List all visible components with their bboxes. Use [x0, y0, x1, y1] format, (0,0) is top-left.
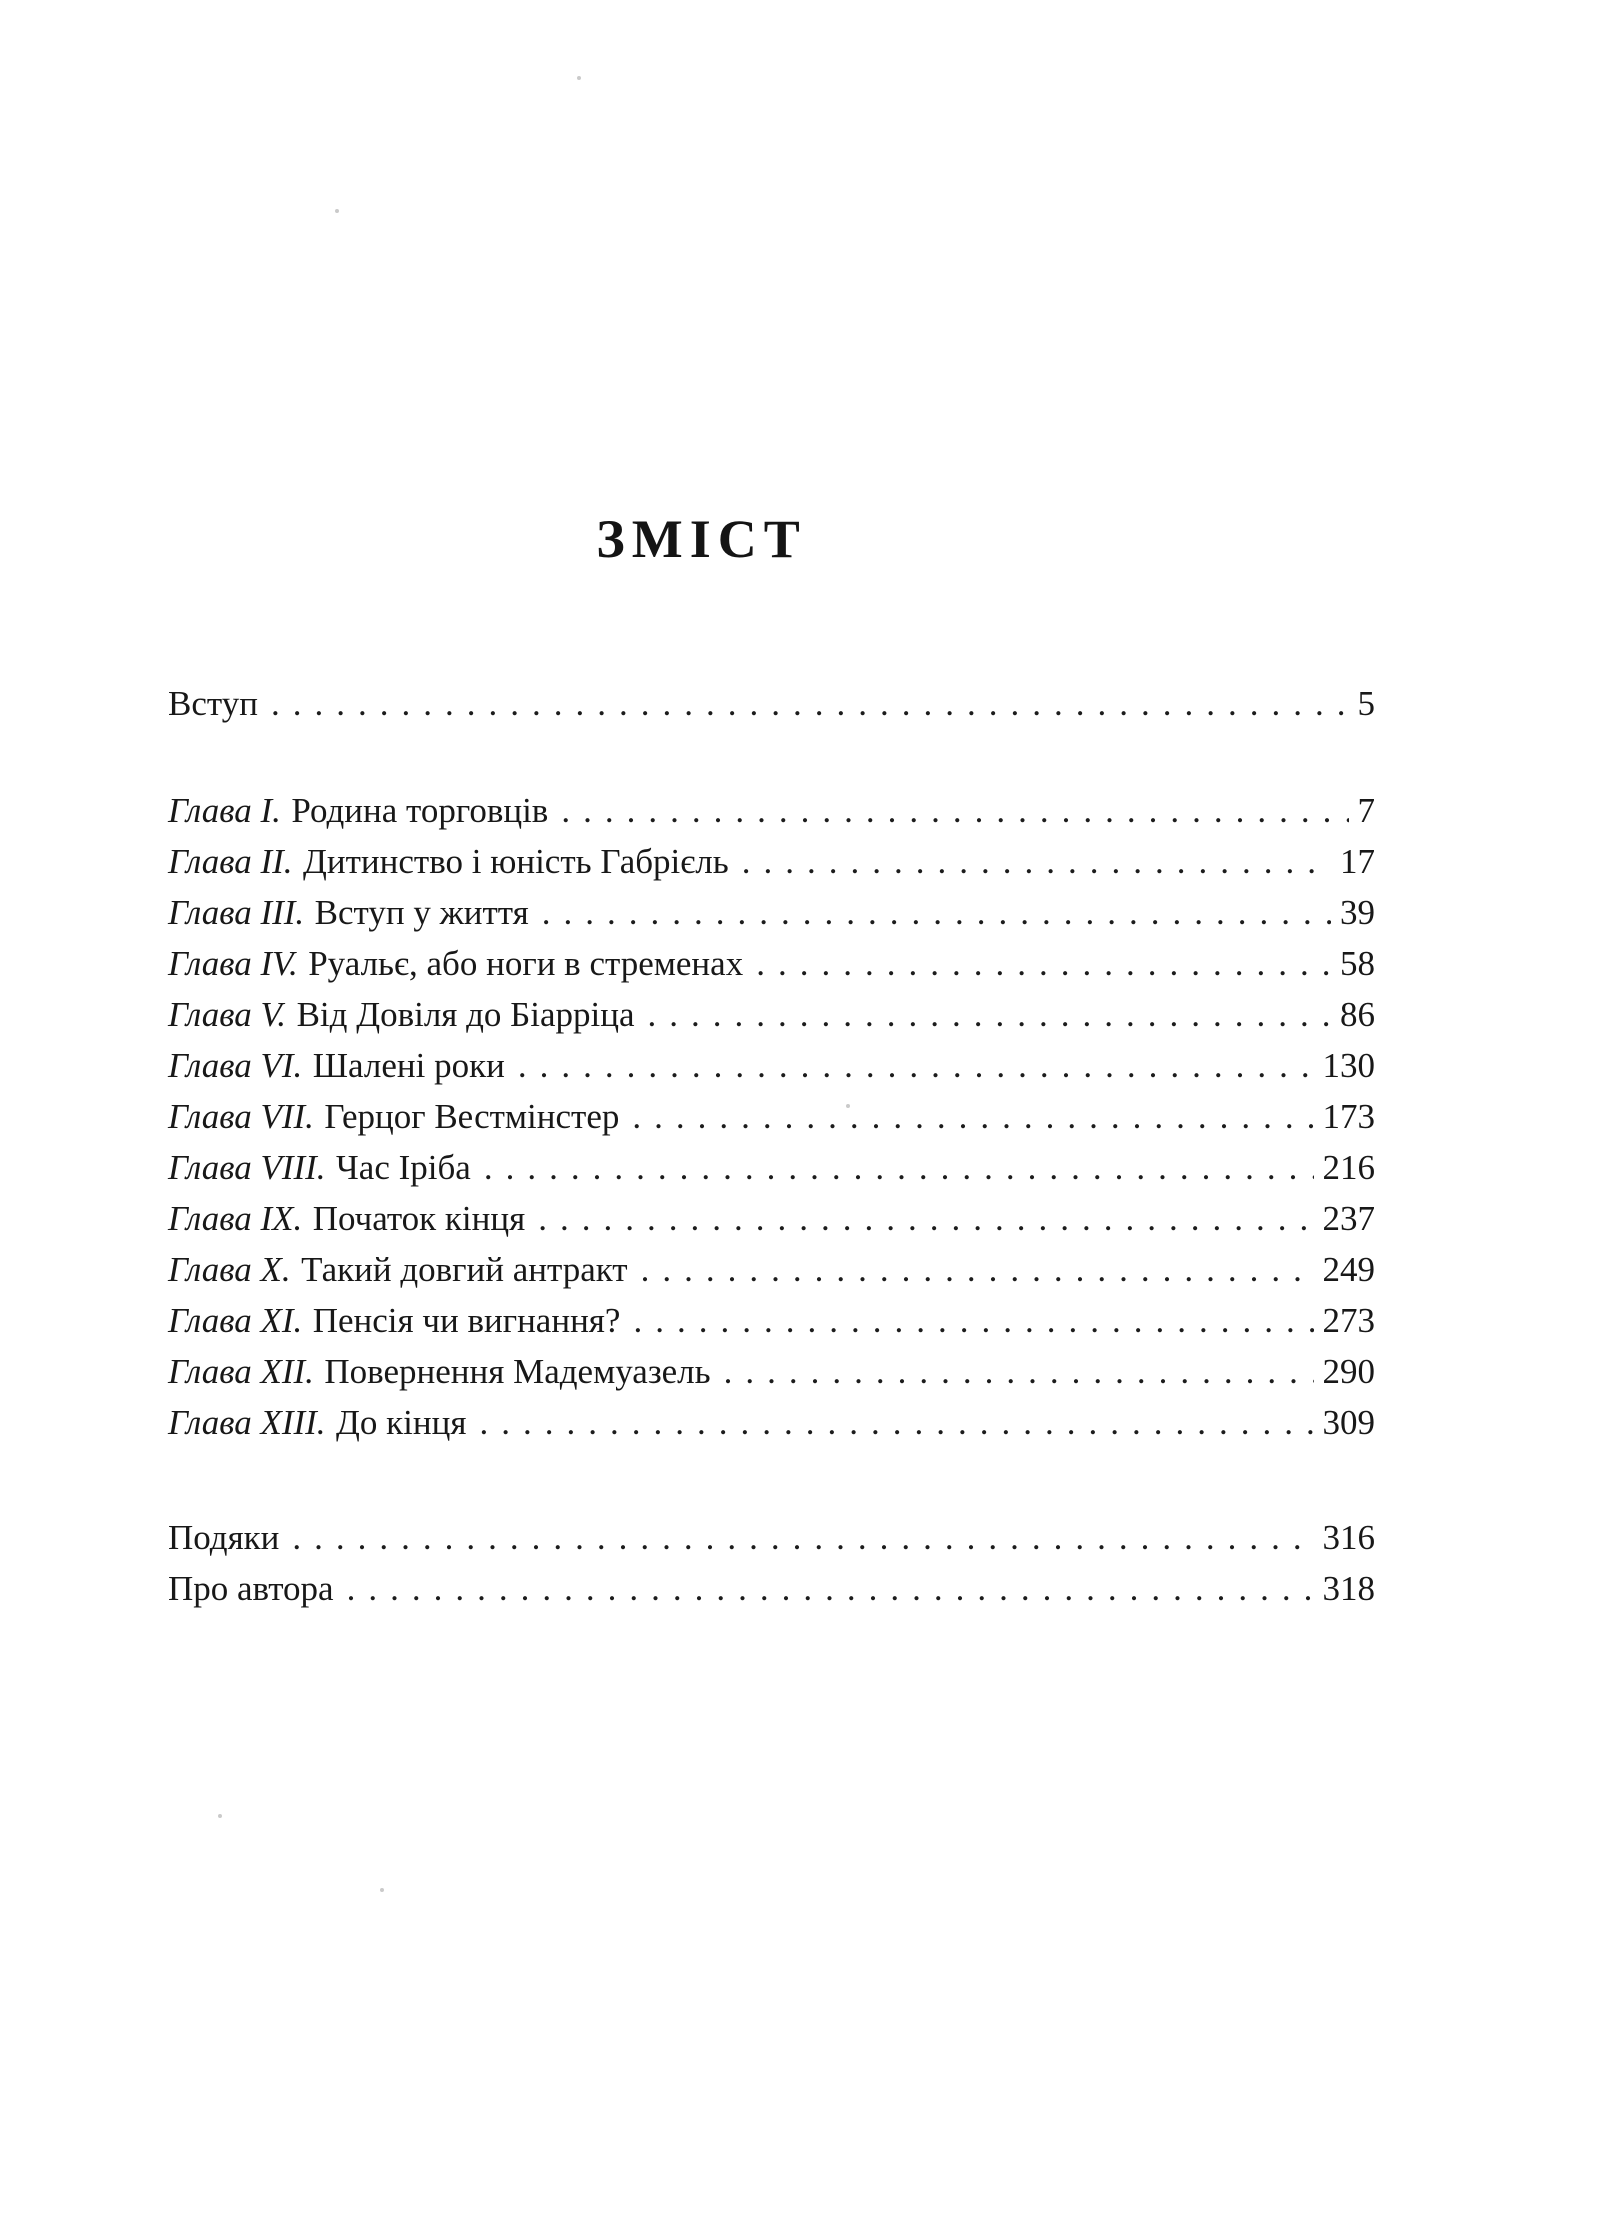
entry-page-number: 17 — [1340, 842, 1375, 881]
entry-page-number: 216 — [1322, 1148, 1375, 1187]
toc-entry-chapter-2 — [168, 836, 1375, 887]
chapter-label: Глава XIII. — [168, 1403, 326, 1442]
entry-title: Родина торговців — [291, 791, 549, 830]
toc-entry-chapter-6 — [168, 1040, 1375, 1091]
entry-title: Дитинство і юність Габрієль — [303, 842, 729, 881]
entry-page-number: 39 — [1340, 893, 1375, 932]
dot-leader — [632, 1091, 1313, 1142]
dot-leader — [561, 785, 1348, 836]
entry-page-number: 5 — [1357, 684, 1375, 723]
entry-page-number: 290 — [1322, 1352, 1375, 1391]
dot-leader — [648, 989, 1331, 1040]
toc-entry-chapter-13 — [168, 1397, 1375, 1448]
toc-entry-chapter-8 — [168, 1142, 1375, 1193]
entry-page-number: 173 — [1322, 1097, 1375, 1136]
chapter-label: Глава IX. — [168, 1199, 303, 1238]
entry-title: Герцог Вестмінстер — [324, 1097, 620, 1136]
chapter-label: Глава I. — [168, 791, 281, 830]
toc-entry-chapter-1 — [168, 785, 1375, 836]
page-title: ЗМІСТ — [596, 509, 807, 569]
dot-leader — [724, 1346, 1314, 1397]
toc-entry-chapter-9 — [168, 1193, 1375, 1244]
chapter-label: Глава VI. — [168, 1046, 303, 1085]
entry-title: Подяки — [168, 1518, 280, 1557]
chapter-label: Глава III. — [168, 893, 305, 932]
entry-title: Пенсія чи вигнання? — [312, 1301, 621, 1340]
entry-page-number: 309 — [1322, 1403, 1375, 1442]
entry-page-number: 249 — [1322, 1250, 1375, 1289]
toc-entry-intro — [168, 678, 1375, 729]
scan-speck — [380, 1888, 384, 1892]
toc-entry-chapter-7 — [168, 1091, 1375, 1142]
entry-title: Вступ — [168, 684, 258, 723]
chapter-label: Глава VII. — [168, 1097, 314, 1136]
entry-title: Повернення Мадемуазель — [324, 1352, 711, 1391]
entry-title: До кінця — [336, 1403, 467, 1442]
entry-title: Від Довіля до Біарріца — [296, 995, 635, 1034]
dot-leader — [633, 1295, 1313, 1346]
entry-page-number: 316 — [1322, 1518, 1375, 1557]
entry-page-number: 237 — [1322, 1199, 1375, 1238]
entry-title: Шалені роки — [312, 1046, 505, 1085]
scan-speck — [335, 209, 339, 213]
entry-title: Вступ у життя — [314, 893, 529, 932]
entry-page-number: 58 — [1340, 944, 1375, 983]
chapter-label: Глава V. — [168, 995, 287, 1034]
dot-leader — [484, 1142, 1314, 1193]
scan-speck — [577, 76, 581, 80]
dot-leader — [538, 1193, 1313, 1244]
toc-entry-chapter-12 — [168, 1346, 1375, 1397]
dot-leader — [641, 1244, 1314, 1295]
dot-leader — [518, 1040, 1314, 1091]
toc-entry-chapter-11 — [168, 1295, 1375, 1346]
entry-page-number: 7 — [1357, 791, 1375, 830]
entry-title: Про автора — [168, 1569, 334, 1608]
entry-page-number: 130 — [1322, 1046, 1375, 1085]
entry-title: Такий довгий антракт — [301, 1250, 628, 1289]
dot-leader — [347, 1563, 1314, 1614]
entry-title: Початок кінця — [312, 1199, 526, 1238]
entry-page-number: 318 — [1322, 1569, 1375, 1608]
toc-entry-about-author — [168, 1563, 1375, 1614]
dot-leader — [542, 887, 1331, 938]
toc-content — [168, 509, 1375, 1614]
chapter-label: Глава XII. — [168, 1352, 314, 1391]
dot-leader — [292, 1512, 1313, 1563]
entry-page-number: 273 — [1322, 1301, 1375, 1340]
chapter-label: Глава II. — [168, 842, 293, 881]
toc-entry-chapter-10 — [168, 1244, 1375, 1295]
chapter-label: Глава VIII. — [168, 1148, 326, 1187]
dot-leader — [756, 938, 1331, 989]
toc-entry-chapter-3 — [168, 887, 1375, 938]
toc-entry-acknowledgements — [168, 1512, 1375, 1563]
chapter-label: Глава X. — [168, 1250, 291, 1289]
dot-leader — [271, 678, 1349, 729]
dot-leader — [479, 1397, 1313, 1448]
scan-speck — [218, 1814, 222, 1818]
toc-entry-chapter-5 — [168, 989, 1375, 1040]
dot-leader — [742, 836, 1331, 887]
chapter-label: Глава IV. — [168, 944, 298, 983]
entry-page-number: 86 — [1340, 995, 1375, 1034]
chapter-label: Глава XI. — [168, 1301, 303, 1340]
entry-title: Руальє, або ноги в стременах — [308, 944, 744, 983]
entry-title: Час Іріба — [336, 1148, 471, 1187]
toc-entry-chapter-4 — [168, 938, 1375, 989]
